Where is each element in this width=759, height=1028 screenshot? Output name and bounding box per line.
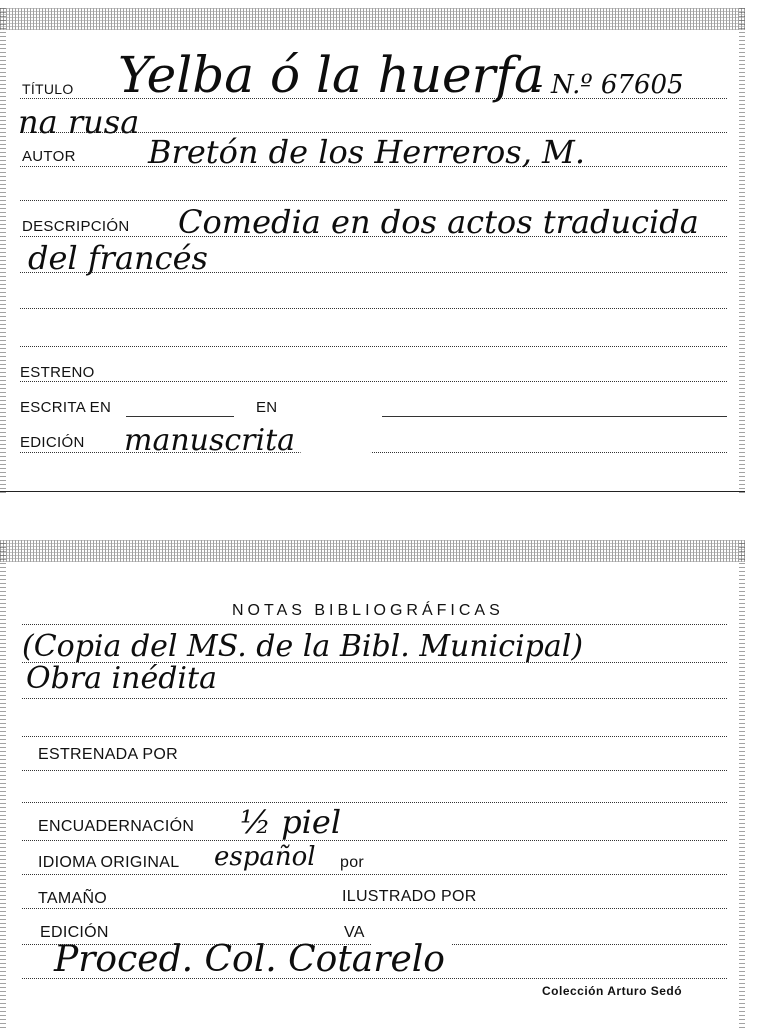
tamano-rule	[22, 908, 727, 909]
escrita-en-rule	[126, 416, 234, 417]
por-label: por	[340, 854, 365, 871]
catalog-card-back	[0, 540, 745, 1028]
estreno-label: ESTRENO	[20, 364, 95, 381]
card-separator	[0, 491, 745, 492]
edicion-label: EDICIÓN	[20, 434, 85, 451]
en-rule	[382, 416, 727, 417]
autor-value: Bretón de los Herreros, M.	[148, 133, 585, 171]
procedencia-value: Proced. Col. Cotarelo	[54, 939, 445, 980]
edicion-value: manuscrita	[124, 423, 296, 458]
titulo-label: TÍTULO	[22, 81, 74, 97]
va-label: VA	[344, 924, 365, 941]
encuadernacion-label: ENCUADERNACIÓN	[38, 818, 195, 835]
catalog-card-front	[0, 8, 745, 493]
encuadernacion-rule	[22, 840, 727, 841]
idioma-label: IDIOMA ORIGINAL	[38, 854, 180, 871]
notes-heading: NOTAS BIBLIOGRÁFICAS	[232, 602, 504, 619]
blank-rule-2	[20, 308, 727, 309]
en-label: EN	[256, 399, 278, 416]
estreno-rule	[20, 381, 727, 382]
notes-rule-1	[22, 624, 727, 625]
notes-rule-3	[22, 698, 727, 699]
ilustrado-label: ILUSTRADO POR	[342, 888, 477, 905]
idioma-value: español	[214, 842, 316, 872]
autor-label: AUTOR	[22, 148, 76, 165]
tamano-label: TAMAÑO	[38, 890, 108, 907]
titulo-value-continued: na rusa	[18, 103, 140, 141]
procedencia-rule	[22, 978, 727, 979]
notes-rule-4	[22, 736, 727, 737]
scan-edge-left-2	[0, 540, 6, 1028]
descripcion-value-continued: del francés	[28, 239, 208, 277]
descripcion-label: DESCRIPCIÓN	[22, 218, 130, 235]
encuadernacion-value: ½ piel	[240, 803, 342, 841]
escrita-en-label: ESCRITA EN	[20, 399, 112, 416]
descripcion-value: Comedia en dos actos traducida	[178, 203, 699, 241]
scan-edge-right-2	[739, 540, 745, 1028]
notes-value: (Copia del MS. de la Bibl. Municipal)	[22, 629, 584, 664]
scan-edge-right	[739, 8, 745, 493]
scan-edge-top	[0, 8, 745, 30]
blank-rule-1	[20, 200, 727, 201]
idioma-rule	[22, 874, 727, 875]
edicion-label-back: EDICIÓN	[40, 924, 109, 941]
notes-value-continued: Obra inédita	[26, 661, 217, 696]
estrenada-rule	[22, 770, 727, 771]
catalog-number: - N.º 67605	[534, 70, 684, 100]
estrenada-por-label: ESTRENADA POR	[38, 746, 178, 763]
redacted-patch-2	[296, 420, 376, 454]
collection-stamp: Colección Arturo Sedó	[542, 984, 683, 998]
scan-edge-top-2	[0, 540, 745, 562]
blank-rule-3	[20, 346, 727, 347]
blank-rule-4	[22, 802, 727, 803]
scan-edge-left	[0, 8, 6, 493]
titulo-value: Yelba ó la huerfa	[118, 46, 544, 104]
